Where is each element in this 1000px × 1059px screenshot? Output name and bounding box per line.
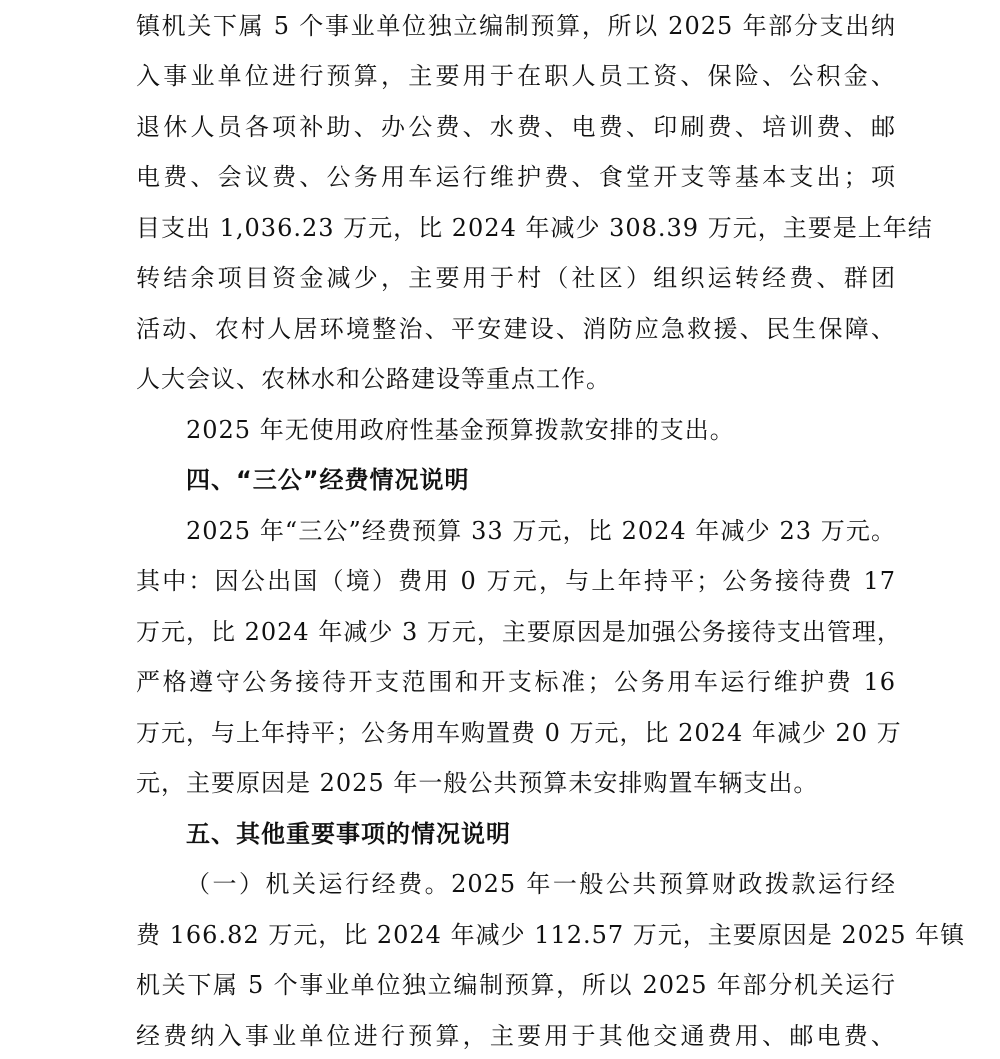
paragraph-line: 2025 年“三公”经费预算 33 万元，比 2024 年减少 23 万元。 xyxy=(186,517,896,545)
paragraph-line: 机关下属 5 个事业单位独立编制预算，所以 2025 年部分机关运行 xyxy=(136,971,896,999)
paragraph-line: 活动、农村人居环境整治、平安建设、消防应急救援、民生保障、 xyxy=(136,315,896,343)
paragraph-line: 镇机关下属 5 个事业单位独立编制预算，所以 2025 年部分支出纳 xyxy=(136,12,896,40)
paragraph-line: 2025 年无使用政府性基金预算拨款安排的支出。 xyxy=(186,416,735,444)
paragraph-line: 退休人员各项补助、办公费、水费、电费、印刷费、培训费、邮 xyxy=(136,113,896,141)
paragraph-line: 万元，与上年持平；公务用车购置费 0 万元，比 2024 年减少 20 万 xyxy=(136,719,902,747)
paragraph-line: （一）机关运行经费。2025 年一般公共预算财政拨款运行经 xyxy=(186,870,896,898)
paragraph-line: 万元，比 2024 年减少 3 万元，主要原因是加强公务接待支出管理， xyxy=(136,618,902,646)
paragraph-line: 转结余项目资金减少，主要用于村（社区）组织运转经费、群团 xyxy=(136,264,896,292)
paragraph-line: 费 166.82 万元，比 2024 年减少 112.57 万元，主要原因是 2025 年镇 xyxy=(136,921,966,949)
section-heading: 五、其他重要事项的情况说明 xyxy=(186,820,511,848)
section-heading: 四、“三公”经费情况说明 xyxy=(186,466,470,494)
paragraph-line: 目支出 1,036.23 万元，比 2024 年减少 308.39 万元，主要是上年结 xyxy=(136,214,933,242)
paragraph-line: 元，主要原因是 2025 年一般公共预算未安排购置车辆支出。 xyxy=(136,769,819,797)
paragraph-line: 电费、会议费、公务用车运行维护费、食堂开支等基本支出；项 xyxy=(136,163,896,191)
paragraph-line: 人大会议、农林水和公路建设等重点工作。 xyxy=(136,365,611,393)
paragraph-line: 经费纳入事业单位进行预算，主要用于其他交通费用、邮电费、 xyxy=(136,1022,896,1050)
paragraph-line: 其中：因公出国（境）费用 0 万元，与上年持平；公务接待费 17 xyxy=(136,567,896,595)
paragraph-line: 严格遵守公务接待开支范围和开支标准；公务用车运行维护费 16 xyxy=(136,668,896,696)
paragraph-line: 入事业单位进行预算，主要用于在职人员工资、保险、公积金、 xyxy=(136,62,896,90)
